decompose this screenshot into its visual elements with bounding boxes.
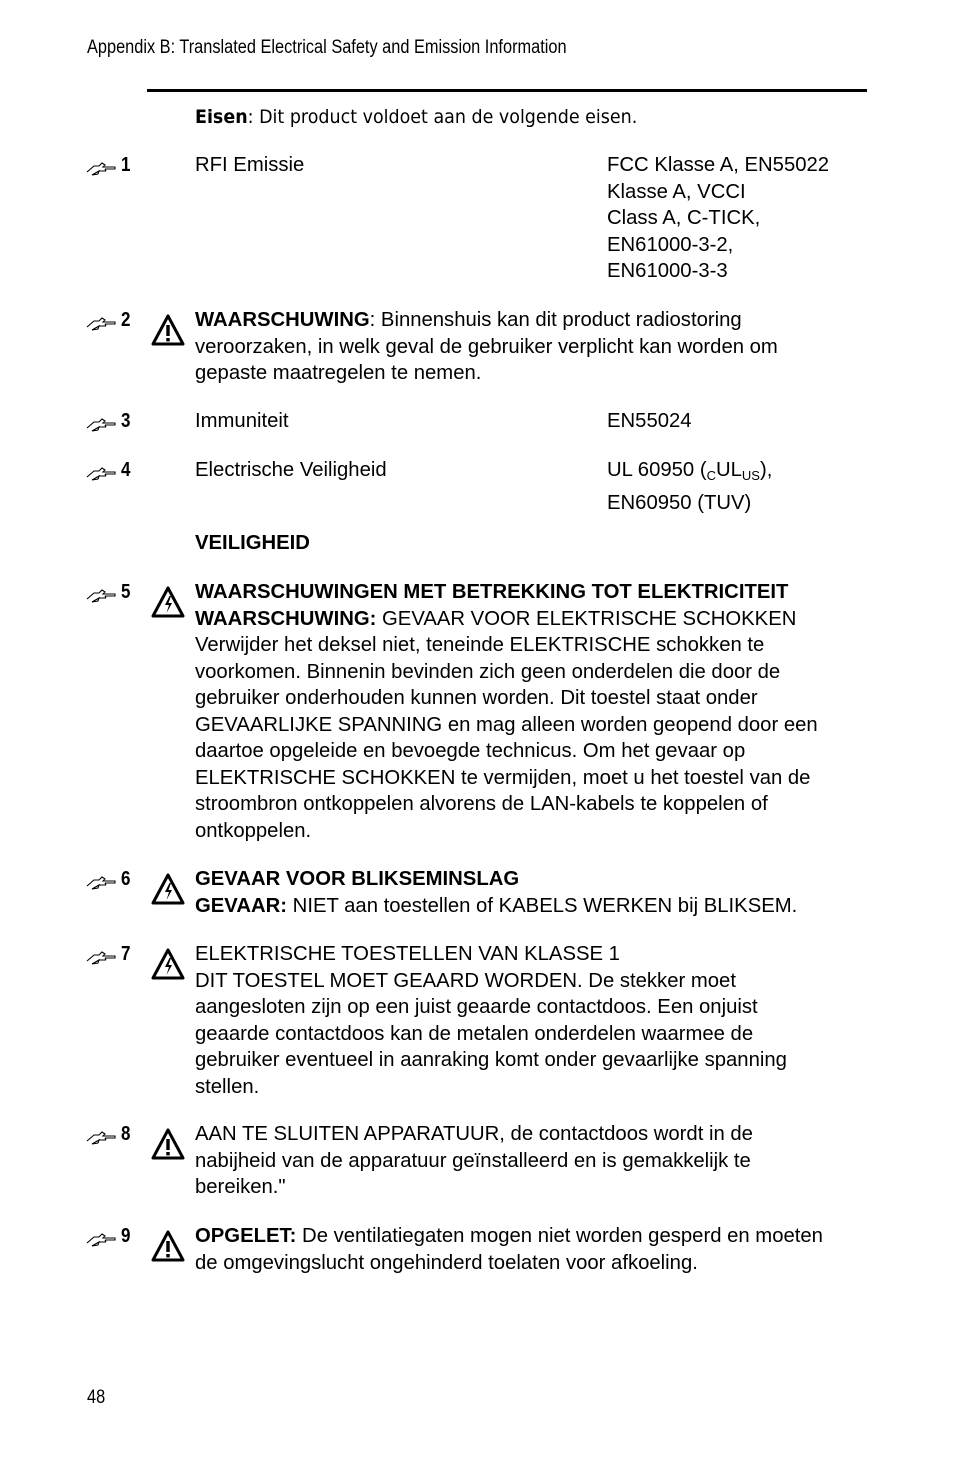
intro-text: : Dit product voldoet aan de volgende eisen. (247, 106, 638, 128)
page-header: Appendix B: Translated Electrical Safety and Emission Information (87, 37, 567, 58)
value-line: Klasse A, VCCI (607, 180, 746, 203)
item-number: 2 (121, 309, 131, 331)
item-text (195, 1223, 867, 1276)
text-line: AAN TE SLUITEN APPARATUUR, de contactdoos wordt in de (195, 1123, 753, 1145)
header-rule (147, 89, 867, 92)
value-line: EN61000-3-2, (607, 233, 734, 256)
item-number: 8 (121, 1123, 131, 1145)
text-line: stroombron ontkoppelen alvorens de LAN-kabels te koppelen of (195, 793, 768, 815)
item-number: 7 (121, 943, 131, 965)
text-line: gebruiker onderhouden kunnen worden. Dit toestel staat onder (195, 687, 758, 709)
text-line: DIT TOESTEL MOET GEAARD WORDEN. De stekker moet (195, 969, 736, 992)
item-number: 4 (121, 459, 131, 481)
text-line: Verwijder het deksel niet, teneinde ELEKTRISCHE schokken te (195, 634, 765, 656)
value-subscript: US (741, 468, 760, 483)
value-line: Class A, C-TICK, (607, 207, 761, 229)
value-line: FCC Klasse A, EN55022 (607, 154, 830, 176)
text-line: de omgevingslucht ongehinderd toelaten voor afkoeling. (195, 1251, 698, 1274)
text-line: nabijheid van de apparatuur geïnstalleerd en is gemakkelijk te (195, 1149, 751, 1172)
text-line: gepaste maatregelen te nemen. (195, 362, 482, 384)
text-line: bereiken." (195, 1176, 286, 1198)
pointing-hand-icon (86, 949, 118, 967)
value-line: EN61000-3-3 (607, 260, 728, 282)
item-text (195, 307, 867, 387)
text-line: gebruiker eventueel in aanraking komt onder gevaarlijke spanning (195, 1049, 787, 1071)
item-text (195, 1121, 867, 1201)
pointing-hand-icon (86, 874, 118, 892)
item-number: 5 (121, 581, 131, 603)
pointing-hand-icon (86, 416, 118, 434)
item-number: 1 (121, 154, 131, 176)
text-line: voorkomen. Binnenin bevinden zich geen onderdelen die door de (195, 660, 781, 683)
item-label: RFI Emissie (195, 154, 305, 176)
value-prefix: UL 60950 ( (607, 459, 707, 481)
text-line: GEVAAR VOOR ELEKTRISCHE SCHOKKEN (376, 607, 797, 630)
item-label: Immuniteit (195, 410, 289, 432)
item-text (195, 866, 867, 919)
text-line: ELEKTRISCHE TOESTELLEN VAN KLASSE 1 (195, 943, 620, 965)
text-line: geaarde contactdoos kan de metalen onderdelen waarmee de (195, 1022, 754, 1045)
page-number: 48 (87, 1387, 106, 1408)
item-value (607, 152, 867, 285)
item-number: 9 (121, 1225, 131, 1247)
section-heading: VEILIGHEID (195, 532, 310, 554)
text-line: daartoe opgeleide en bevoegde technicus. Om het gevaar op (195, 740, 746, 762)
value-suffix: ), (759, 459, 773, 481)
item-value: EN55024 (607, 410, 692, 432)
item-text (195, 579, 867, 844)
pointing-hand-icon (86, 160, 118, 178)
value-line: EN60950 (TUV) (607, 491, 752, 514)
text-line: ontkoppelen. (195, 819, 312, 842)
pointing-hand-icon (86, 315, 118, 333)
text-line: ELEKTRISCHE SCHOKKEN te vermijden, moet u het toestel van de (195, 766, 811, 789)
electric-shock-warning-icon (151, 873, 185, 905)
warning-label: OPGELET: (195, 1225, 297, 1247)
text-line: De ventilatiegaten mogen niet worden gesperd en moeten (296, 1225, 823, 1247)
text-line: GEVAARLIJKE SPANNING en mag alleen worden geopend door een (195, 713, 818, 736)
electric-shock-warning-icon (151, 948, 185, 980)
electric-shock-warning-icon (151, 586, 185, 618)
item-number: 3 (121, 410, 131, 432)
warning-icon (151, 314, 185, 346)
item-label: Electrische Veiligheid (195, 459, 387, 481)
warning-icon (151, 1230, 185, 1262)
pointing-hand-icon (86, 1231, 118, 1249)
warning-label: WAARSCHUWING: (195, 607, 377, 630)
text-line: NIET aan toestellen of KABELS WERKEN bij BLIKSEM. (287, 894, 798, 917)
warning-label: GEVAAR: (195, 894, 288, 917)
text-line: veroorzaken, in welk geval de gebruiker verplicht kan worden om (195, 335, 778, 358)
value-mark: UL (715, 459, 742, 481)
item-heading: GEVAAR VOOR BLIKSEMINSLAG (195, 868, 520, 890)
item-heading: WAARSCHUWINGEN MET BETREKKING TOT ELEKTRICITEIT (195, 581, 789, 603)
intro-label: Eisen (195, 106, 248, 128)
text-line: : Binnenshuis kan dit product radiostoring (369, 309, 742, 331)
text-line: stellen. (195, 1075, 260, 1098)
pointing-hand-icon (86, 587, 118, 605)
text-line: aangesloten zijn op een juist geaarde contactdoos. Een onjuist (195, 996, 758, 1018)
item-text (195, 941, 867, 1100)
pointing-hand-icon (86, 465, 118, 483)
warning-label: WAARSCHUWING (195, 309, 370, 331)
pointing-hand-icon (86, 1129, 118, 1147)
intro-line (195, 106, 637, 128)
value-subscript: C (706, 468, 716, 483)
warning-icon (151, 1128, 185, 1160)
item-value (607, 457, 867, 516)
item-number: 6 (121, 868, 131, 890)
